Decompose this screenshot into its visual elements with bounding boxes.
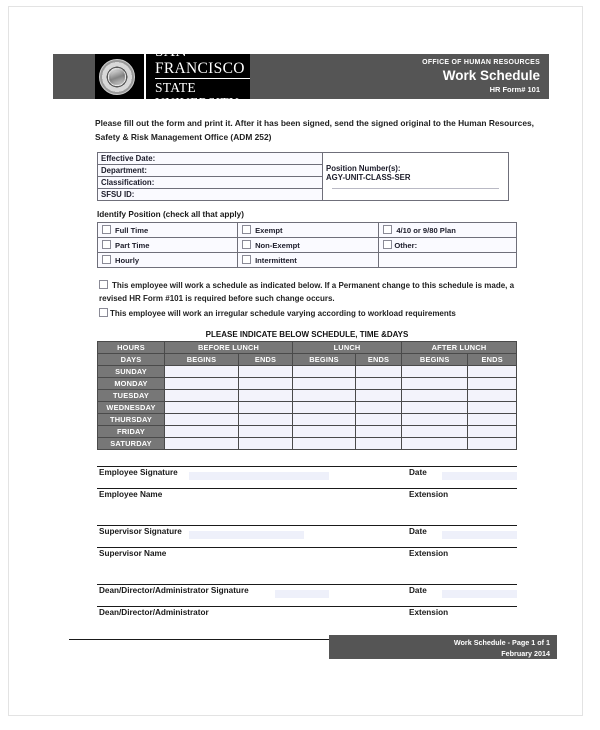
header-lunch: LUNCH	[293, 342, 402, 354]
office-name: OFFICE OF HUMAN RESOURCES	[422, 59, 540, 66]
checkbox-label: Intermittent	[255, 256, 297, 265]
checkbox-non-exempt[interactable]	[238, 238, 379, 253]
checkbox-icon[interactable]	[99, 308, 108, 317]
dean-name-label: Dean/Director/Administrator	[99, 608, 209, 617]
cell-monday-al-begins[interactable]	[402, 378, 468, 390]
cell-friday-lunch-begins[interactable]	[293, 426, 356, 438]
supervisor-signature-input[interactable]	[189, 531, 304, 539]
cell-tuesday-bl-begins[interactable]	[165, 390, 239, 402]
checkbox-label: Part Time	[115, 241, 150, 250]
schedule-header-row-2	[98, 354, 517, 366]
checkbox-hourly[interactable]	[98, 253, 238, 268]
identify-position-table	[97, 222, 517, 268]
checkbox-intermittent[interactable]	[238, 253, 379, 268]
cell-monday-al-ends[interactable]	[468, 378, 517, 390]
cell-monday-bl-ends[interactable]	[238, 378, 292, 390]
empty-cell	[379, 253, 517, 268]
identify-position-heading: Identify Position (check all that apply)	[97, 210, 244, 219]
statement-irregular-schedule[interactable]	[99, 308, 544, 321]
signature-rule	[97, 466, 517, 467]
cell-wednesday-al-begins[interactable]	[402, 402, 468, 414]
checkbox-full-time[interactable]	[98, 223, 238, 238]
cell-tuesday-lunch-begins[interactable]	[293, 390, 356, 402]
checkbox-other[interactable]	[379, 238, 517, 253]
dean-signature-row	[97, 584, 517, 600]
header-after-lunch: AFTER LUNCH	[402, 342, 517, 354]
statement-text: This employee will work an irregular schedule varying according to workload requirements	[110, 309, 456, 318]
cell-tuesday-lunch-ends[interactable]	[355, 390, 401, 402]
cell-saturday-lunch-ends[interactable]	[355, 438, 401, 450]
page-title: Work Schedule	[442, 68, 540, 83]
cell-wednesday-bl-begins[interactable]	[165, 402, 239, 414]
header-before-lunch-begins: BEGINS	[165, 354, 239, 366]
signature-rule	[97, 606, 517, 607]
cell-sunday-al-begins[interactable]	[402, 366, 468, 378]
page-footer	[329, 635, 557, 659]
table-row	[98, 238, 517, 253]
table-row	[98, 414, 517, 426]
employee-signature-input[interactable]	[189, 472, 329, 480]
cell-thursday-bl-ends[interactable]	[238, 414, 292, 426]
header-lunch-ends: ENDS	[355, 354, 401, 366]
table-row	[98, 402, 517, 414]
form-page	[8, 6, 583, 716]
employee-date-label: Date	[409, 468, 427, 477]
supervisor-date-input[interactable]	[442, 531, 517, 539]
table-row	[98, 426, 517, 438]
signature-rule	[97, 584, 517, 585]
signature-rule	[97, 525, 517, 526]
university-name-line2: STATE UNIVERSITY	[155, 79, 239, 110]
cell-friday-bl-ends[interactable]	[238, 426, 292, 438]
checkbox-icon[interactable]	[102, 255, 111, 264]
cell-sunday-bl-ends[interactable]	[238, 366, 292, 378]
table-row	[98, 223, 517, 238]
cell-monday-lunch-begins[interactable]	[293, 378, 356, 390]
position-number-input[interactable]	[332, 187, 499, 189]
position-number-cell	[323, 153, 509, 201]
header-before-lunch: BEFORE LUNCH	[165, 342, 293, 354]
schedule-header-row-1	[98, 342, 517, 354]
cell-saturday-bl-begins[interactable]	[165, 438, 239, 450]
checkbox-label: Other:	[394, 241, 418, 250]
checkbox-label: Exempt	[255, 226, 283, 235]
table-row	[98, 366, 517, 378]
checkbox-icon[interactable]	[383, 240, 392, 249]
university-wordmark	[144, 43, 250, 110]
sfsu-id-label[interactable]: SFSU ID:	[98, 189, 323, 201]
footer-divider	[69, 639, 329, 640]
statement-text: This employee will work a schedule as indicated below. If a Permanent change to this schedule is made, a revised HR Form #101 is required before such change occurs.	[99, 281, 515, 303]
cell-tuesday-bl-ends[interactable]	[238, 390, 292, 402]
cell-thursday-al-ends[interactable]	[468, 414, 517, 426]
header-title-block	[422, 54, 549, 99]
header-after-lunch-begins: BEGINS	[402, 354, 468, 366]
employee-name-row	[97, 488, 517, 504]
dean-extension-label: Extension	[409, 608, 449, 617]
cell-thursday-al-begins[interactable]	[402, 414, 468, 426]
position-number-label: Position Number(s):	[326, 164, 401, 173]
cell-monday-lunch-ends[interactable]	[355, 378, 401, 390]
employee-name-label: Employee Name	[99, 490, 163, 499]
department-label[interactable]: Department:	[98, 165, 323, 177]
university-seal-icon	[99, 59, 135, 95]
header-hours: HOURS	[98, 342, 165, 354]
checkbox-label: Full Time	[115, 226, 149, 235]
checkbox-icon[interactable]	[383, 225, 392, 234]
checkbox-410-980-plan[interactable]	[379, 223, 517, 238]
checkbox-icon[interactable]	[242, 255, 251, 264]
employee-signature-block	[97, 466, 517, 504]
employee-signature-label: Employee Signature	[99, 468, 178, 477]
checkbox-icon[interactable]	[102, 240, 111, 249]
checkbox-label: Hourly	[115, 256, 140, 265]
employee-info-table	[97, 152, 509, 201]
cell-monday-bl-begins[interactable]	[165, 378, 239, 390]
cell-wednesday-lunch-ends[interactable]	[355, 402, 401, 414]
dean-date-input[interactable]	[442, 590, 517, 598]
signature-rule	[97, 488, 517, 489]
table-row	[98, 153, 509, 165]
checkbox-label: 4/10 or 9/80 Plan	[396, 226, 456, 235]
statement-regular-schedule[interactable]	[99, 280, 544, 306]
cell-saturday-lunch-begins[interactable]	[293, 438, 356, 450]
supervisor-date-label: Date	[409, 527, 427, 536]
day-label-wednesday: WEDNESDAY	[98, 402, 165, 414]
cell-sunday-bl-begins[interactable]	[165, 366, 239, 378]
university-logo	[95, 43, 250, 110]
cell-tuesday-al-ends[interactable]	[468, 390, 517, 402]
table-row	[98, 438, 517, 450]
cell-wednesday-bl-ends[interactable]	[238, 402, 292, 414]
cell-friday-bl-begins[interactable]	[165, 426, 239, 438]
classification-label[interactable]: Classification:	[98, 177, 323, 189]
header-after-lunch-ends: ENDS	[468, 354, 517, 366]
effective-date-label[interactable]: Effective Date:	[98, 153, 323, 165]
footer-page-info: Work Schedule - Page 1 of 1	[453, 638, 550, 647]
dean-signature-label: Dean/Director/Administrator Signature	[99, 586, 249, 595]
cell-sunday-lunch-begins[interactable]	[293, 366, 356, 378]
header-before-lunch-ends: ENDS	[238, 354, 292, 366]
footer-date: February 2014	[501, 648, 550, 658]
checkbox-icon[interactable]	[102, 225, 111, 234]
day-label-thursday: THURSDAY	[98, 414, 165, 426]
cell-saturday-bl-ends[interactable]	[238, 438, 292, 450]
cell-thursday-lunch-begins[interactable]	[293, 414, 356, 426]
dean-name-row	[97, 606, 517, 622]
cell-thursday-lunch-ends[interactable]	[355, 414, 401, 426]
cell-friday-al-begins[interactable]	[402, 426, 468, 438]
table-row	[98, 253, 517, 268]
cell-friday-lunch-ends[interactable]	[355, 426, 401, 438]
day-label-friday: FRIDAY	[98, 426, 165, 438]
supervisor-signature-block	[97, 525, 517, 563]
schedule-caption: PLEASE INDICATE BELOW SCHEDULE, TIME &DAYS	[205, 330, 409, 339]
cell-thursday-bl-begins[interactable]	[165, 414, 239, 426]
cell-sunday-lunch-ends[interactable]	[355, 366, 401, 378]
cell-sunday-al-ends[interactable]	[468, 366, 517, 378]
table-row	[98, 378, 517, 390]
checkbox-exempt[interactable]	[238, 223, 379, 238]
supervisor-name-row	[97, 547, 517, 563]
checkbox-icon[interactable]	[242, 240, 251, 249]
employee-date-input[interactable]	[442, 472, 517, 480]
checkbox-icon[interactable]	[99, 280, 108, 289]
page-header	[53, 43, 549, 110]
checkbox-part-time[interactable]	[98, 238, 238, 253]
supervisor-signature-row	[97, 525, 517, 541]
day-label-tuesday: TUESDAY	[98, 390, 165, 402]
position-number-value: AGY-UNIT-CLASS-SER	[326, 173, 411, 182]
dean-date-label: Date	[409, 586, 427, 595]
instructions-text: Please fill out the form and print it. After it has been signed, send the signed original to the Human Resources, Safety & Risk Management Office (ADM 252)	[95, 118, 534, 142]
supervisor-signature-label: Supervisor Signature	[99, 527, 182, 536]
table-row	[98, 390, 517, 402]
header-days: DAYS	[98, 354, 165, 366]
work-schedule-table	[97, 341, 517, 450]
cell-saturday-al-begins[interactable]	[402, 438, 468, 450]
employee-extension-label: Extension	[409, 490, 449, 499]
employee-signature-row	[97, 466, 517, 482]
form-number: HR Form# 101	[489, 85, 540, 94]
cell-saturday-al-ends[interactable]	[468, 438, 517, 450]
day-label-sunday: SUNDAY	[98, 366, 165, 378]
checkbox-icon[interactable]	[242, 225, 251, 234]
supervisor-name-label: Supervisor Name	[99, 549, 167, 558]
cell-friday-al-ends[interactable]	[468, 426, 517, 438]
header-lunch-begins: BEGINS	[293, 354, 356, 366]
signature-rule	[97, 547, 517, 548]
cell-wednesday-lunch-begins[interactable]	[293, 402, 356, 414]
supervisor-extension-label: Extension	[409, 549, 449, 558]
dean-signature-block	[97, 584, 517, 622]
dean-signature-input[interactable]	[275, 590, 329, 598]
day-label-monday: MONDAY	[98, 378, 165, 390]
checkbox-label: Non-Exempt	[255, 241, 300, 250]
university-name-line1: SAN FRANCISCO	[155, 43, 250, 79]
cell-wednesday-al-ends[interactable]	[468, 402, 517, 414]
day-label-saturday: SATURDAY	[98, 438, 165, 450]
cell-tuesday-al-begins[interactable]	[402, 390, 468, 402]
